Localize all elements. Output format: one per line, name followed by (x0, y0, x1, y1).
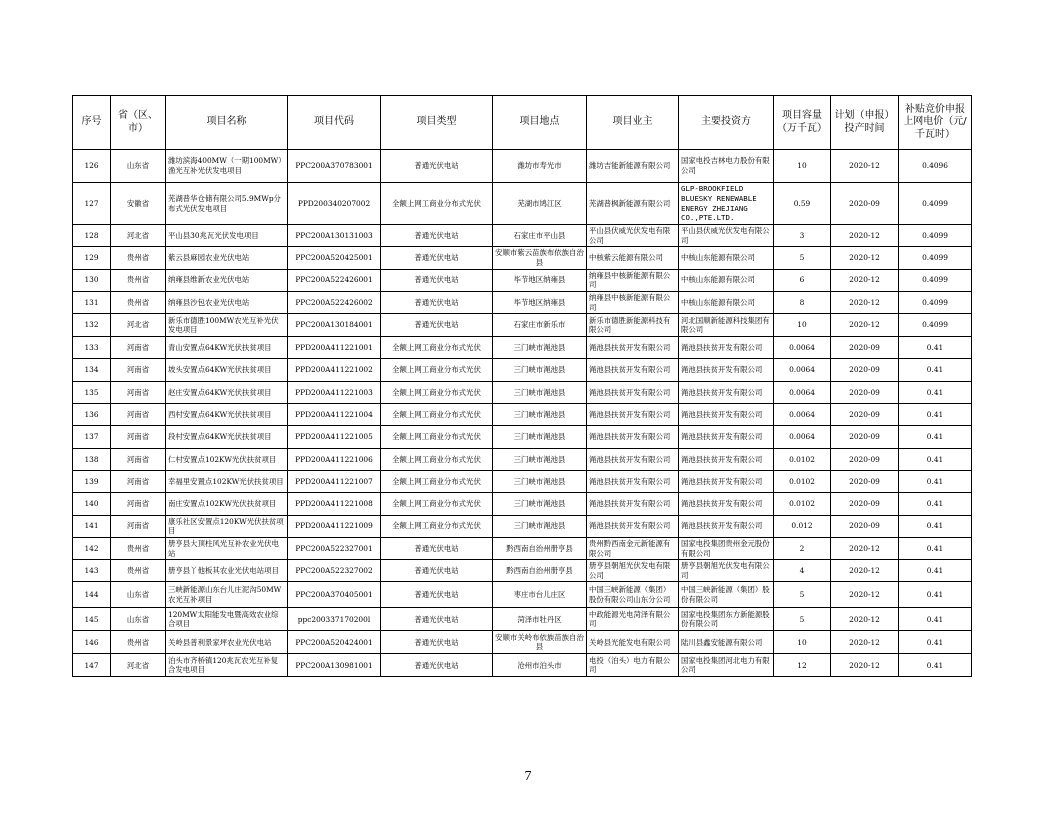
cell-capacity: 5 (774, 608, 831, 631)
cell-project-type: 普通光伏电站 (381, 560, 493, 582)
cell-seq: 130 (73, 269, 111, 291)
cell-price: 0.41 (899, 631, 972, 654)
cell-province: 贵州省 (111, 537, 166, 559)
cell-location: 三门峡市渑池县 (493, 470, 587, 492)
cell-project-code: PPD200A411221006 (288, 448, 381, 470)
cell-price: 0.4099 (899, 269, 972, 291)
cell-price: 0.4099 (899, 183, 972, 225)
table-row (73, 225, 972, 247)
cell-seq: 126 (73, 150, 111, 183)
cell-project-code: PPD200A411221004 (288, 404, 381, 426)
cell-capacity: 0.0102 (774, 493, 831, 515)
cell-province: 山东省 (111, 608, 166, 631)
cell-owner: 渑池县扶贫开发有限公司 (587, 426, 679, 448)
cell-investor: 渑池县扶贫开发有限公司 (679, 448, 774, 470)
cell-date: 2020-12 (831, 560, 899, 582)
cell-project-code: PPC200A522327002 (288, 560, 381, 582)
cell-owner: 中政能源光电菏泽有限公司 (587, 608, 679, 631)
cell-investor: 渑池县扶贫开发有限公司 (679, 381, 774, 403)
cell-date: 2020-09 (831, 359, 899, 381)
cell-investor: 渑池县扶贫开发有限公司 (679, 426, 774, 448)
cell-province: 河北省 (111, 225, 166, 247)
cell-project-name: 三峡新能源山东台儿庄泥沟50MW农光互补项目 (166, 582, 288, 608)
cell-date: 2020-12 (831, 631, 899, 654)
cell-seq: 142 (73, 537, 111, 559)
cell-project-name: 纳雍县维新农业光伏电站 (166, 269, 288, 291)
cell-project-code: PPC200A520424001 (288, 631, 381, 654)
cell-project-type: 全额上网工商业分布式光伏 (381, 337, 493, 359)
cell-owner: 渑池县扶贫开发有限公司 (587, 515, 679, 537)
cell-project-name: 泊头市齐桥镇120兆瓦农光互补复合发电项目 (166, 654, 288, 677)
cell-project-name: 赵庄安置点64KW光伏扶贫项目 (166, 381, 288, 403)
cell-capacity: 6 (774, 269, 831, 291)
cell-capacity: 0.0102 (774, 448, 831, 470)
cell-price: 0.41 (899, 654, 972, 677)
table-row (73, 470, 972, 492)
cell-project-code: PPD200A411221008 (288, 493, 381, 515)
table-row (73, 314, 972, 337)
cell-province: 河北省 (111, 654, 166, 677)
cell-project-name: 西村安置点64KW光伏扶贫项目 (166, 404, 288, 426)
cell-date: 2020-12 (831, 582, 899, 608)
cell-location: 三门峡市渑池县 (493, 426, 587, 448)
project-table (72, 95, 972, 677)
cell-project-name: 坡头安置点64KW光伏扶贫项目 (166, 359, 288, 381)
cell-seq: 143 (73, 560, 111, 582)
cell-price: 0.41 (899, 582, 972, 608)
cell-location: 黔西南自治州册亨县 (493, 537, 587, 559)
cell-province: 贵州省 (111, 247, 166, 269)
header-cell: 项目地点 (493, 96, 587, 150)
cell-seq: 133 (73, 337, 111, 359)
header-cell: 项目名称 (166, 96, 288, 150)
cell-project-name: 关岭县普利景家坪农业光伏电站 (166, 631, 288, 654)
cell-location: 潍坊市寿光市 (493, 150, 587, 183)
cell-seq: 127 (73, 183, 111, 225)
cell-province: 河北省 (111, 314, 166, 337)
cell-project-name: 平山县30兆瓦光伏发电项目 (166, 225, 288, 247)
cell-date: 2020-12 (831, 150, 899, 183)
cell-province: 河南省 (111, 404, 166, 426)
cell-seq: 135 (73, 381, 111, 403)
cell-location: 三门峡市渑池县 (493, 493, 587, 515)
cell-seq: 140 (73, 493, 111, 515)
cell-seq: 138 (73, 448, 111, 470)
cell-project-type: 全额上网工商业分布式光伏 (381, 359, 493, 381)
cell-project-name: 纳雍县沙包农业光伏电站 (166, 291, 288, 313)
cell-location: 黔西南自治州册亨县 (493, 560, 587, 582)
cell-investor: 渑池县扶贫开发有限公司 (679, 359, 774, 381)
cell-project-type: 全额上网工商业分布式光伏 (381, 183, 493, 225)
header-cell: 计划（申报）投产时间 (831, 96, 899, 150)
cell-project-type: 全额上网工商业分布式光伏 (381, 493, 493, 515)
table-row (73, 515, 972, 537)
cell-investor: 中核山东能源有限公司 (679, 291, 774, 313)
table-row (73, 269, 972, 291)
cell-owner: 纳雍县中核新能源有限公司 (587, 269, 679, 291)
cell-price: 0.41 (899, 359, 972, 381)
cell-seq: 145 (73, 608, 111, 631)
cell-project-code: PPD200A411221002 (288, 359, 381, 381)
cell-province: 贵州省 (111, 631, 166, 654)
cell-province: 贵州省 (111, 291, 166, 313)
cell-capacity: 0.0064 (774, 337, 831, 359)
cell-location: 芜湖市鸠江区 (493, 183, 587, 225)
cell-project-type: 全额上网工商业分布式光伏 (381, 470, 493, 492)
cell-date: 2020-09 (831, 448, 899, 470)
cell-project-name: 康乐社区安置点120KW光伏扶贫项目 (166, 515, 288, 537)
cell-owner: 渑池县扶贫开发有限公司 (587, 404, 679, 426)
cell-project-type: 普通光伏电站 (381, 537, 493, 559)
cell-date: 2020-12 (831, 537, 899, 559)
cell-price: 0.41 (899, 515, 972, 537)
cell-project-code: PPC200A522327001 (288, 537, 381, 559)
cell-investor: 渑池县扶贫开发有限公司 (679, 515, 774, 537)
cell-location: 安顺市紫云苗族布依族自治县 (493, 247, 587, 269)
cell-project-type: 全额上网工商业分布式光伏 (381, 404, 493, 426)
cell-owner: 纳雍县中核新能源有限公司 (587, 291, 679, 313)
cell-project-code: PPC200A370405001 (288, 582, 381, 608)
cell-capacity: 0.0102 (774, 470, 831, 492)
cell-owner: 芜湖普枫新能源有限公司 (587, 183, 679, 225)
cell-capacity: 3 (774, 225, 831, 247)
cell-date: 2020-12 (831, 225, 899, 247)
table-row (73, 631, 972, 654)
cell-project-name: 紫云县麻园农业光伏电站 (166, 247, 288, 269)
cell-investor: 渑池县扶贫开发有限公司 (679, 470, 774, 492)
cell-price: 0.4099 (899, 247, 972, 269)
cell-province: 河南省 (111, 359, 166, 381)
cell-project-type: 普通光伏电站 (381, 247, 493, 269)
cell-seq: 139 (73, 470, 111, 492)
cell-seq: 131 (73, 291, 111, 313)
cell-province: 河南省 (111, 470, 166, 492)
cell-date: 2020-12 (831, 654, 899, 677)
table-row (73, 404, 972, 426)
cell-capacity: 4 (774, 560, 831, 582)
cell-project-name: 新乐市德胜100MW农光互补光伏发电项目 (166, 314, 288, 337)
cell-location: 三门峡市渑池县 (493, 448, 587, 470)
cell-project-type: 普通光伏电站 (381, 150, 493, 183)
header-cell: 补贴竞价申报上网电价（元/千瓦时） (899, 96, 972, 150)
cell-capacity: 5 (774, 582, 831, 608)
cell-owner: 贵州黔西南金元新能源有限公司 (587, 537, 679, 559)
cell-project-name: 芜湖普华仓储有限公司5.9MWp分布式光伏发电项目 (166, 183, 288, 225)
table-row (73, 426, 972, 448)
cell-capacity: 0.0064 (774, 426, 831, 448)
cell-owner: 渑池县扶贫开发有限公司 (587, 381, 679, 403)
cell-owner: 中国三峡新能源（集团）股份有限公司山东分公司 (587, 582, 679, 608)
cell-price: 0.4096 (899, 150, 972, 183)
cell-owner: 册亨县朝旭光伏发电有限公司 (587, 560, 679, 582)
table-row (73, 608, 972, 631)
cell-date: 2020-12 (831, 247, 899, 269)
table-row (73, 381, 972, 403)
table-row (73, 291, 972, 313)
cell-capacity: 10 (774, 314, 831, 337)
cell-project-code: ppc200337170200l (288, 608, 381, 631)
cell-project-name: 潍坊滨海400MW（一期100MW）渔光互补光伏发电项目 (166, 150, 288, 183)
cell-date: 2020-09 (831, 426, 899, 448)
cell-project-type: 普通光伏电站 (381, 631, 493, 654)
cell-investor: 国家电投集团东方新能源股份有限公司 (679, 608, 774, 631)
header-cell: 项目代码 (288, 96, 381, 150)
cell-project-type: 全额上网工商业分布式光伏 (381, 381, 493, 403)
cell-project-name: 册亨县大顶柱风光互补农业光伏电站 (166, 537, 288, 559)
cell-investor: 国家电投集团贵州金元股份有限公司 (679, 537, 774, 559)
cell-price: 0.41 (899, 337, 972, 359)
cell-owner: 渑池县扶贫开发有限公司 (587, 337, 679, 359)
cell-province: 安徽省 (111, 183, 166, 225)
cell-project-code: PPC200A520425001 (288, 247, 381, 269)
cell-date: 2020-12 (831, 269, 899, 291)
cell-project-code: PPC200A130981001 (288, 654, 381, 677)
cell-owner: 渑池县扶贫开发有限公司 (587, 359, 679, 381)
cell-investor: 渑池县扶贫开发有限公司 (679, 337, 774, 359)
cell-project-code: PPC200A370783001 (288, 150, 381, 183)
cell-price: 0.41 (899, 537, 972, 559)
cell-date: 2020-09 (831, 515, 899, 537)
cell-price: 0.41 (899, 493, 972, 515)
cell-province: 河南省 (111, 448, 166, 470)
cell-location: 菏泽市牡丹区 (493, 608, 587, 631)
cell-date: 2020-09 (831, 404, 899, 426)
header-cell: 项目容量（万千瓦） (774, 96, 831, 150)
cell-price: 0.4099 (899, 291, 972, 313)
cell-location: 三门峡市渑池县 (493, 337, 587, 359)
cell-date: 2020-09 (831, 183, 899, 225)
cell-location: 三门峡市渑池县 (493, 359, 587, 381)
header-cell: 主要投资方 (679, 96, 774, 150)
cell-price: 0.41 (899, 404, 972, 426)
cell-project-name: 120MW太阳能发电暨高效农业综合项目 (166, 608, 288, 631)
cell-project-code: PPD200340207002 (288, 183, 381, 225)
cell-seq: 129 (73, 247, 111, 269)
table-row (73, 537, 972, 559)
cell-date: 2020-12 (831, 314, 899, 337)
cell-province: 山东省 (111, 150, 166, 183)
header-cell: 序号 (73, 96, 111, 150)
cell-province: 贵州省 (111, 560, 166, 582)
cell-seq: 136 (73, 404, 111, 426)
cell-investor: 中核山东能源有限公司 (679, 247, 774, 269)
table-row (73, 247, 972, 269)
cell-seq: 147 (73, 654, 111, 677)
cell-project-type: 全额上网工商业分布式光伏 (381, 515, 493, 537)
cell-owner: 渑池县扶贫开发有限公司 (587, 493, 679, 515)
cell-seq: 128 (73, 225, 111, 247)
cell-province: 河南省 (111, 381, 166, 403)
cell-project-type: 普通光伏电站 (381, 608, 493, 631)
cell-investor: 册亨县朝旭光伏发电有限公司 (679, 560, 774, 582)
cell-capacity: 0.0064 (774, 404, 831, 426)
cell-owner: 潍坊吉能新能源有限公司 (587, 150, 679, 183)
cell-seq: 146 (73, 631, 111, 654)
cell-location: 沧州市泊头市 (493, 654, 587, 677)
cell-project-type: 普通光伏电站 (381, 582, 493, 608)
cell-project-type: 普通光伏电站 (381, 654, 493, 677)
table-row (73, 150, 972, 183)
cell-date: 2020-09 (831, 493, 899, 515)
cell-location: 枣庄市台儿庄区 (493, 582, 587, 608)
cell-project-name: 段村安置点64KW光伏扶贫项目 (166, 426, 288, 448)
cell-owner: 中核紫云能源有限公司 (587, 247, 679, 269)
cell-owner: 平山县伏威光伏发电有限公司 (587, 225, 679, 247)
cell-investor: GLP-BROOKFIELD BLUESKY RENEWABLE ENERGY ZHEJIANG CO.,PTE.LTD. (679, 183, 774, 225)
cell-investor: 中国三峡新能源（集团）股份有限公司 (679, 582, 774, 608)
cell-project-type: 普通光伏电站 (381, 225, 493, 247)
cell-price: 0.41 (899, 426, 972, 448)
cell-province: 河南省 (111, 493, 166, 515)
cell-date: 2020-09 (831, 470, 899, 492)
cell-investor: 渑池县扶贫开发有限公司 (679, 493, 774, 515)
cell-province: 河南省 (111, 337, 166, 359)
header-cell: 项目业主 (587, 96, 679, 150)
cell-capacity: 0.0064 (774, 381, 831, 403)
cell-project-name: 青山安置点64KW光伏扶贫项目 (166, 337, 288, 359)
table-row (73, 183, 972, 225)
cell-project-name: 册亨县丫他板其农业光伏电站项目 (166, 560, 288, 582)
header-row (73, 96, 972, 150)
cell-project-type: 普通光伏电站 (381, 314, 493, 337)
cell-capacity: 0.59 (774, 183, 831, 225)
cell-seq: 132 (73, 314, 111, 337)
table-body (73, 150, 972, 677)
table-row (73, 337, 972, 359)
cell-price: 0.4099 (899, 225, 972, 247)
table-row (73, 493, 972, 515)
cell-project-code: PPD200A411221005 (288, 426, 381, 448)
table-row (73, 582, 972, 608)
table-row (73, 654, 972, 677)
cell-location: 三门峡市渑池县 (493, 381, 587, 403)
cell-project-name: 南庄安置点102KW光伏扶贫项目 (166, 493, 288, 515)
cell-project-type: 普通光伏电站 (381, 291, 493, 313)
cell-seq: 141 (73, 515, 111, 537)
cell-province: 河南省 (111, 426, 166, 448)
header-cell: 项目类型 (381, 96, 493, 150)
cell-price: 0.4099 (899, 314, 972, 337)
cell-capacity: 2 (774, 537, 831, 559)
cell-province: 河南省 (111, 515, 166, 537)
cell-location: 毕节地区纳雍县 (493, 269, 587, 291)
cell-capacity: 8 (774, 291, 831, 313)
table-row (73, 448, 972, 470)
cell-owner: 渑池县扶贫开发有限公司 (587, 448, 679, 470)
cell-price: 0.41 (899, 448, 972, 470)
cell-project-code: PPC200A130131003 (288, 225, 381, 247)
cell-price: 0.41 (899, 470, 972, 492)
cell-capacity: 10 (774, 150, 831, 183)
cell-price: 0.41 (899, 608, 972, 631)
cell-capacity: 10 (774, 631, 831, 654)
cell-investor: 中核山东能源有限公司 (679, 269, 774, 291)
cell-price: 0.41 (899, 560, 972, 582)
cell-seq: 134 (73, 359, 111, 381)
cell-project-code: PPD200A411221001 (288, 337, 381, 359)
cell-project-code: PPD200A411221003 (288, 381, 381, 403)
cell-owner: 渑池县扶贫开发有限公司 (587, 470, 679, 492)
cell-project-type: 全额上网工商业分布式光伏 (381, 426, 493, 448)
cell-location: 安顺市关岭布依族苗族自治县 (493, 631, 587, 654)
cell-investor: 陆川县鑫安能源有限公司 (679, 631, 774, 654)
cell-location: 三门峡市渑池县 (493, 404, 587, 426)
cell-project-code: PPD200A411221009 (288, 515, 381, 537)
cell-investor: 渑池县扶贫开发有限公司 (679, 404, 774, 426)
cell-project-name: 仁村安置点102KW光伏扶贫项目 (166, 448, 288, 470)
cell-price: 0.41 (899, 381, 972, 403)
header-cell: 省（区、市） (111, 96, 166, 150)
cell-seq: 137 (73, 426, 111, 448)
cell-province: 山东省 (111, 582, 166, 608)
cell-investor: 河北国顺新能源科技集团有限公司 (679, 314, 774, 337)
cell-investor: 平山县伏威光伏发电有限公司 (679, 225, 774, 247)
cell-date: 2020-12 (831, 291, 899, 313)
cell-investor: 国家电投集团河北电力有限公司 (679, 654, 774, 677)
cell-project-code: PPC200A522426001 (288, 269, 381, 291)
cell-capacity: 0.0064 (774, 359, 831, 381)
cell-capacity: 5 (774, 247, 831, 269)
cell-owner: 关岭县光能发电有限公司 (587, 631, 679, 654)
cell-date: 2020-09 (831, 337, 899, 359)
table-row (73, 560, 972, 582)
cell-seq: 144 (73, 582, 111, 608)
cell-date: 2020-09 (831, 381, 899, 403)
cell-project-name: 幸福里安置点102KW光伏扶贫项目 (166, 470, 288, 492)
cell-project-code: PPD200A411221007 (288, 470, 381, 492)
table-row (73, 359, 972, 381)
cell-project-code: PPC200A522426002 (288, 291, 381, 313)
cell-location: 石家庄市平山县 (493, 225, 587, 247)
cell-capacity: 12 (774, 654, 831, 677)
cell-location: 毕节地区纳雍县 (493, 291, 587, 313)
cell-project-type: 普通光伏电站 (381, 269, 493, 291)
cell-location: 石家庄市新乐市 (493, 314, 587, 337)
cell-owner: 新乐市德胜新能源科技有限公司 (587, 314, 679, 337)
cell-project-code: PPC200A130184001 (288, 314, 381, 337)
cell-project-type: 全额上网工商业分布式光伏 (381, 448, 493, 470)
cell-investor: 国家电投吉林电力股份有限公司 (679, 150, 774, 183)
cell-date: 2020-12 (831, 608, 899, 631)
cell-location: 三门峡市渑池县 (493, 515, 587, 537)
page-number: 7 (524, 769, 532, 784)
cell-owner: 电投（泊头）电力有限公司 (587, 654, 679, 677)
cell-province: 贵州省 (111, 269, 166, 291)
cell-capacity: 0.012 (774, 515, 831, 537)
